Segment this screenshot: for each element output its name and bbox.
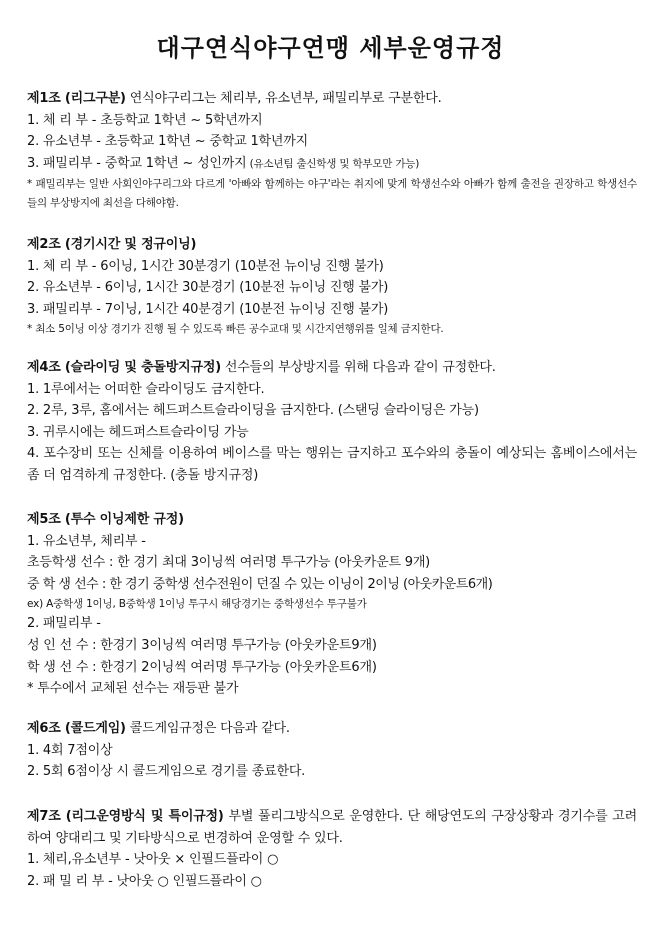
article-5-line-3: 중 학 생 선수 : 한 경기 중학생 선수전원이 던질 수 있는 이닝이 2이닝 (아웃카운트6개) [27, 576, 493, 592]
article-7-line-2: 2. 패 밀 리 부 - 낫아웃 ○ 인필드플라이 ○ [27, 873, 262, 889]
article-4-line-1: 1. 1루에서는 어떠한 슬라이딩도 금지한다. [27, 381, 265, 397]
article-1-line-3-note: (유소년팀 출신학생 및 학부모만 가능) [246, 157, 420, 170]
article-4-heading: 제4조 (슬라이딩 및 충돌방지규정) [27, 360, 221, 375]
article-2-heading-line [27, 234, 637, 256]
article-2-heading: 제2조 (경기시간 및 정규이닝) [27, 237, 197, 252]
article-4-line-2: 2. 2루, 3루, 홈에서는 헤드퍼스트슬라이딩을 금지한다. (스탠딩 슬라이딩은 가능) [27, 403, 479, 419]
article-2-line-3: 3. 패밀리부 - 7이닝, 1시간 40분경기 (10분전 뉴이닝 진행 불가) [27, 301, 389, 317]
article-4 [27, 357, 637, 487]
article-6 [27, 718, 637, 783]
article-5-line-1: 1. 유소년부, 체리부 - [27, 533, 146, 549]
article-2 [27, 234, 637, 338]
article-4-intro: 선수들의 부상방지를 위해 다음과 같이 규정한다. [220, 360, 496, 375]
article-6-line-2: 2. 5회 6점이상 시 콜드게임으로 경기를 종료한다. [27, 764, 306, 780]
article-1-heading: 제1조 (리그구분) [27, 91, 126, 106]
article-5-line-4: 2. 패밀리부 - [27, 616, 101, 632]
article-2-line-2: 2. 유소년부 - 6이닝, 1시간 30분경기 (10분전 뉴이닝 진행 불가) [27, 280, 389, 296]
document-title: 대구연식야구연맹 세부운영규정 [156, 34, 505, 62]
article-2-note: * 최소 5이닝 이상 경기가 진행 될 수 있도록 빠른 공수교대 및 시간지연행위를 일체 금지한다. [27, 323, 444, 336]
article-6-heading: 제6조 (콜드게임) [27, 721, 126, 736]
article-1-line-2: 2. 유소년부 - 초등학교 1학년 ~ 중학교 1학년까지 [27, 134, 308, 150]
article-6-intro: 콜드게임규정은 다음과 같다. [125, 721, 290, 736]
article-1-line-1: 1. 체 리 부 - 초등학교 1학년 ~ 5학년까지 [27, 112, 263, 128]
article-4-heading-line [27, 357, 637, 379]
article-2-line-1: 1. 체 리 부 - 6이닝, 1시간 30분경기 (10분전 뉴이닝 진행 불가) [27, 258, 384, 274]
article-5-example: ex) A중학생 1이닝, B중학생 1이닝 투구시 해당경기는 중학생선수 투구불가 [27, 598, 367, 611]
article-4-line-3: 3. 귀루시에는 헤드퍼스트슬라이딩 가능 [27, 424, 249, 440]
article-5-heading-line [27, 509, 637, 531]
article-5-line-5: 성 인 선 수 : 한경기 3이닝씩 여러명 투구가능 (아웃카운트9개) [27, 637, 377, 653]
article-5-line-6: 학 생 선 수 : 한경기 2이닝씩 여러명 투구가능 (아웃카운트6개) [27, 659, 377, 675]
article-1-heading-line [27, 88, 637, 110]
article-1 [27, 88, 637, 213]
article-5-heading: 제5조 (투수 이닝제한 규정) [27, 512, 184, 527]
article-5-line-2: 초등학생 선수 : 한 경기 최대 3이닝씩 여러명 투구가능 (아웃카운트 9개) [27, 555, 431, 571]
article-5-line-7: * 투수에서 교체된 선수는 재등판 불가 [27, 681, 239, 697]
article-1-line-3 [27, 153, 637, 176]
article-1-line-3-text: 3. 패밀리부 - 중학교 1학년 ~ 성인까지 [27, 155, 247, 171]
article-7-heading-line [27, 806, 637, 849]
article-1-intro: 연식야구리그는 체리부, 유소년부, 패밀리부로 구분한다. [125, 91, 442, 106]
article-6-heading-line [27, 718, 637, 740]
article-5 [27, 509, 637, 700]
article-1-note: * 패밀리부는 일반 사회인야구리그와 다르게 '아빠와 함께하는 야구'라는 취지에 맞게 학생선수와 아빠가 함께 출전을 권장하고 학생선수들의 부상방지에 최선을 다해야함. [27, 178, 637, 210]
article-7-heading: 제7조 (리그운영방식 및 특이규정) [27, 809, 224, 824]
article-7-line-1: 1. 체리,유소년부 - 낫아웃 × 인필드플라이 ○ [27, 852, 279, 868]
article-7-intro: 부별 풀리그방식으로 운영한다. 단 해당연도의 구장상황과 경기수를 고려하여 양대리그 및 기타방식으로 변경하여 운영할 수 있다. [27, 809, 637, 846]
article-6-line-1: 1. 4회 7점이상 [27, 742, 113, 758]
article-7 [27, 806, 637, 892]
article-4-line-4: 4. 포수장비 또는 신체를 이용하여 베이스를 막는 행위는 금지하고 포수와의 충돌이 예상되는 홈베이스에서는 좀 더 엄격하게 규정한다. (충돌 방지규정) [27, 446, 637, 483]
